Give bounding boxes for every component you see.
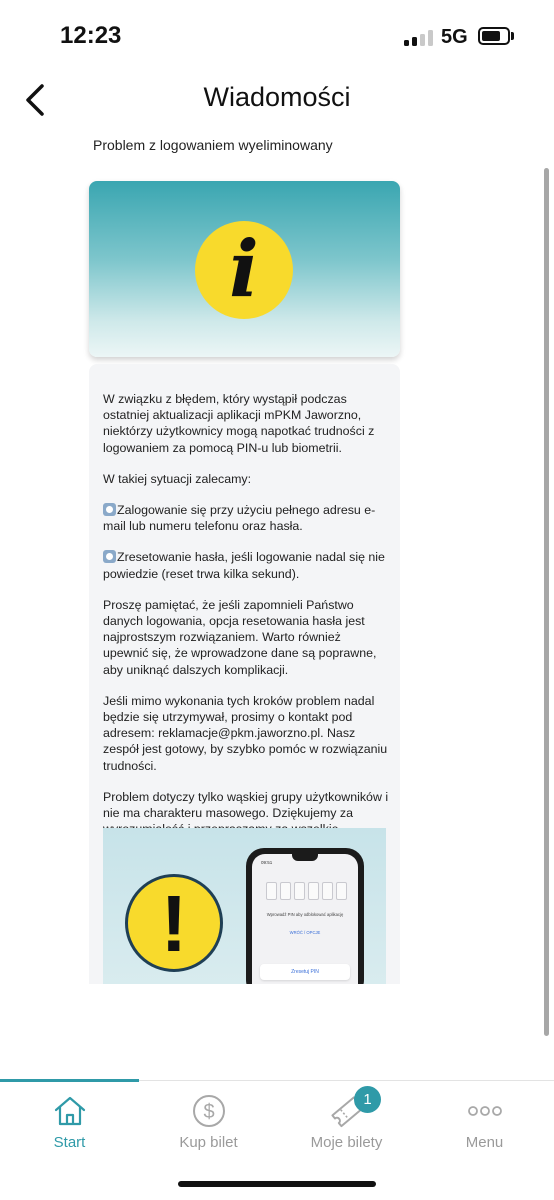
message-bullet — [103, 502, 389, 534]
phone-link: WRÓĆ / OPCJE — [289, 930, 321, 935]
message-paragraph: Problem dotyczy tylko wąskiej grupy użytkowników i nie ma charakteru masowego. Dziękujemy za — [103, 789, 389, 821]
dollar-coin-icon — [191, 1093, 227, 1129]
message-subject: Problem z logowaniem wyeliminowany — [93, 137, 333, 153]
phone-time: 09:51 — [261, 860, 273, 865]
info-glyph: i — [229, 224, 259, 315]
svg-text:$: $ — [202, 1101, 215, 1123]
tab-menu[interactable] — [415, 1093, 554, 1163]
message-bullet — [103, 549, 389, 581]
warning-glyph: ! — [160, 879, 188, 968]
illustration-image — [103, 828, 386, 984]
page-title: Wiadomości — [203, 82, 351, 112]
status-bar — [0, 0, 554, 70]
status-time: 12:23 — [60, 22, 122, 49]
tickets-count-badge: 1 — [354, 1086, 381, 1113]
signal-strength-icon — [404, 30, 434, 46]
phone-screen — [252, 854, 358, 984]
tab-moje-bilety[interactable] — [277, 1093, 416, 1163]
tab-kup-bilet[interactable] — [139, 1093, 278, 1163]
message-paragraph: Proszę pamiętać, że jeśli zapomnieli Państwo danych logowania, opcja resetowania hasła jest najprostszym rozwiązaniem. Warto również upewnić się, że wprowadzone dane są poprawne, aby uniknąć dalszych komplikacji. — [103, 597, 377, 677]
battery-tip — [511, 32, 514, 40]
message-banner — [89, 181, 400, 357]
header — [0, 70, 554, 128]
phone-reset-button: Zresetuj PIN — [260, 964, 350, 980]
bullet-icon — [103, 503, 116, 516]
tab-label: Moje bilety — [310, 1134, 383, 1151]
message-body — [103, 391, 389, 869]
scrollbar[interactable] — [544, 168, 549, 1036]
phone-prompt: Wprowadź PIN aby odblokować aplikację — [266, 912, 344, 917]
tab-label: Kup bilet — [179, 1134, 238, 1151]
message-card — [89, 364, 400, 984]
home-icon — [52, 1093, 88, 1129]
bullet-text: Zresetowanie hasła, jeśli logowanie nadal się nie powiedzie (reset trwa kilka sekund). — [103, 550, 385, 581]
message-paragraph: Jeśli mimo wykonania tych kroków problem nadal będzie się utrzymywał, prosimy o kontakt pod adresem: reklamacje@pkm.jaworzno.pl. Nasz zespół jest gotowy, by szybko pomóc w rozwiązaniu trudności. — [103, 693, 388, 773]
warning-icon — [125, 874, 223, 972]
tab-start[interactable] — [0, 1093, 139, 1163]
pin-boxes — [266, 882, 346, 900]
message-paragraph: W związku z błędem, który wystąpił podczas ostatniej aktualizacji aplikacji mPKM Jaworzno, niektórzy użytkownicy mogą napotkać trudności z logowaniem za pomocą PIN-u lub biometrii. — [103, 392, 375, 455]
bullet-icon — [103, 550, 116, 563]
more-dots-icon — [467, 1093, 503, 1129]
battery-icon — [478, 27, 510, 45]
bullet-text: Zalogowanie się przy użyciu pełnego adresu e-mail lub numeru telefonu oraz hasła. — [103, 503, 376, 534]
tab-label: Menu — [465, 1134, 504, 1151]
phone-notch — [292, 854, 318, 861]
info-icon — [195, 221, 293, 319]
phone-mockup — [246, 848, 364, 984]
active-tab-indicator — [0, 1079, 139, 1082]
tab-label: Start — [53, 1134, 86, 1151]
network-type: 5G — [441, 26, 468, 48]
home-indicator[interactable] — [178, 1181, 376, 1187]
message-paragraph: W takiej sytuacji zalecamy: — [103, 471, 252, 486]
